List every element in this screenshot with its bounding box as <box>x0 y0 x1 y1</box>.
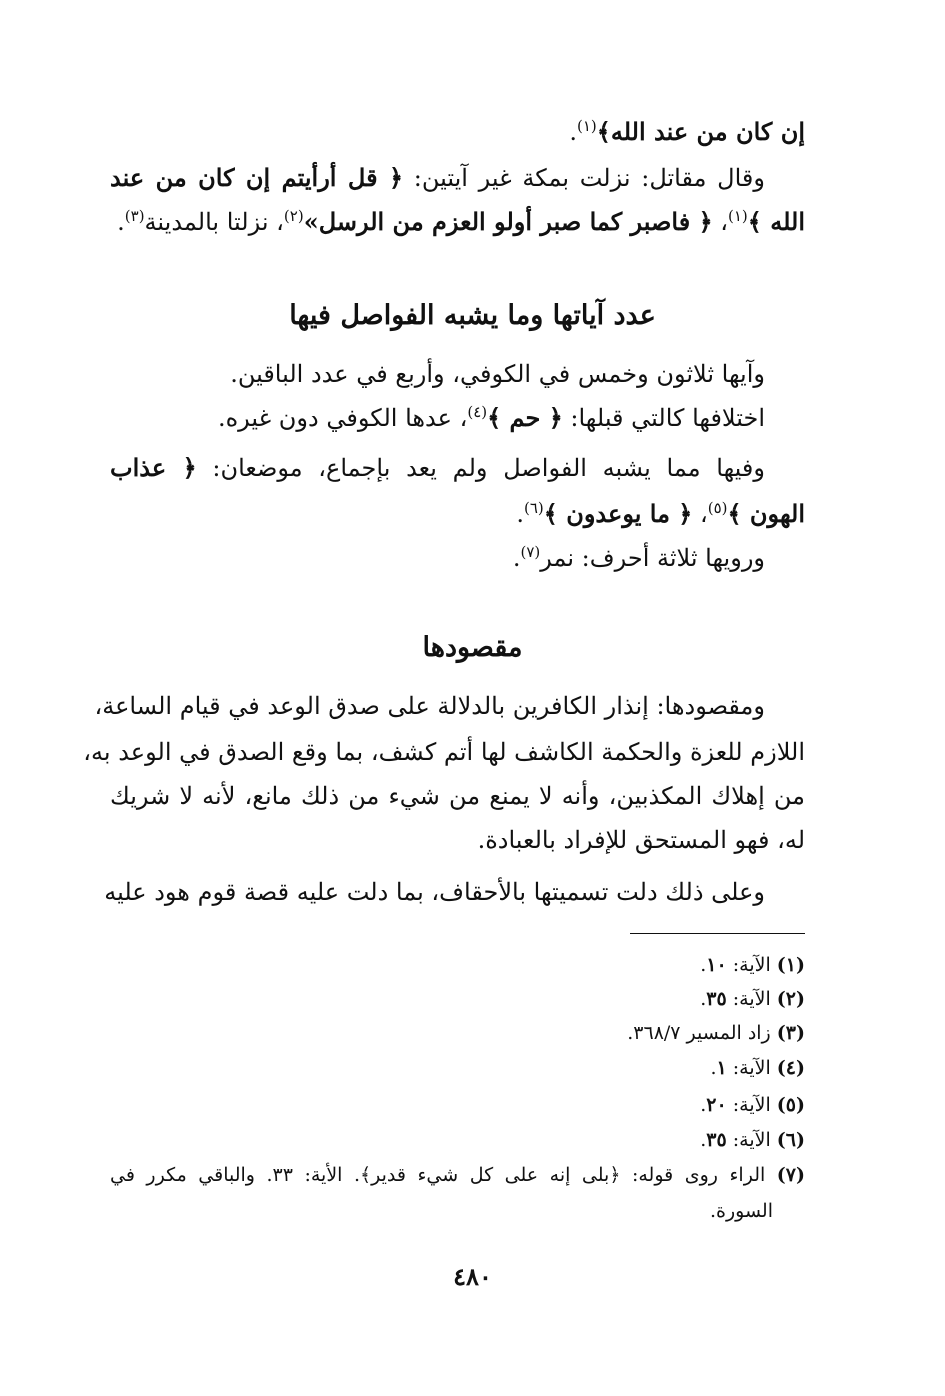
text-line: الهون ﴾$^{(٥)}$، ﴿ ما يوعدون ﴾$^{(٦)}$. <box>516 499 805 528</box>
text-line: وعلى ذلك دلت تسميتها بالأحقاف، بما دلت عليه قصة قوم هود عليه <box>104 878 765 906</box>
text-line: وآيها ثلاثون وخمس في الكوفي، وأربع في عدد الباقين. <box>230 360 765 388</box>
section-heading: عدد آياتها وما يشبه الفواصل فيها <box>289 300 656 331</box>
text-line: ومقصودها: إنذار الكافرين بالدلالة على صدق الوعد في قيام الساعة، <box>94 692 765 720</box>
text-line: إن كان من عند الله﴾$^{(١)}$. <box>569 117 805 146</box>
text-line: اختلافها كالتي قبلها: ﴿ حم ﴾$^{(٤)}$، عدها الكوفي دون غيره. <box>217 403 765 432</box>
text-line: وفيها مما يشبه الفواصل ولم يعد بإجماع، موضعان: ﴿ عذاب <box>110 453 765 482</box>
footnote-separator <box>630 933 805 934</box>
text-line: ورويها ثلاثة أحرف: نمر$^{(٧)}$. <box>512 543 765 572</box>
text-line: اللازم للعزة والحكمة الكاشف لها أتم كشف، بما وقع الصدق في الوعد به، <box>83 738 805 766</box>
page-number: ٤٨٠ <box>453 1262 492 1291</box>
footnote-continuation: السورة. <box>709 1200 773 1222</box>
footnote: (١) الآية: ١٠. <box>700 954 805 976</box>
text-line: من إهلاك المكذبين، وأنه لا يمنع من شيء من ذلك مانع، لأنه لا شريك <box>110 782 805 810</box>
footnote: (٧) الراء روى قوله: ﴿بلى إنه على كل شيء قدير﴾. الأية: ٣٣. والباقي مكرر في <box>110 1164 806 1186</box>
text-line: وقال مقاتل: نزلت بمكة غير آيتين: ﴿ قل أرأيتم إن كان من عند <box>110 163 765 192</box>
text-line: الله ﴾$^{(١)}$، ﴿ فاصبر كما صبر أولو العزم من الرسل»$^{(٢)}$، نزلتا بالمدينة$^{(٣)}$. <box>117 207 805 236</box>
section-heading: مقصودها <box>422 632 523 663</box>
footnote: (٥) الآية: ٢٠. <box>700 1094 805 1116</box>
footnote: (٢) الآية: ٣٥. <box>700 988 805 1010</box>
footnote: (٣) زاد المسير ٣٦٨/٧. <box>627 1022 805 1044</box>
footnote: (٦) الآية: ٣٥. <box>700 1129 805 1151</box>
text-line: له، فهو المستحق للإفراد بالعبادة. <box>477 826 805 854</box>
footnote: (٤) الآية: ١. <box>710 1057 805 1079</box>
